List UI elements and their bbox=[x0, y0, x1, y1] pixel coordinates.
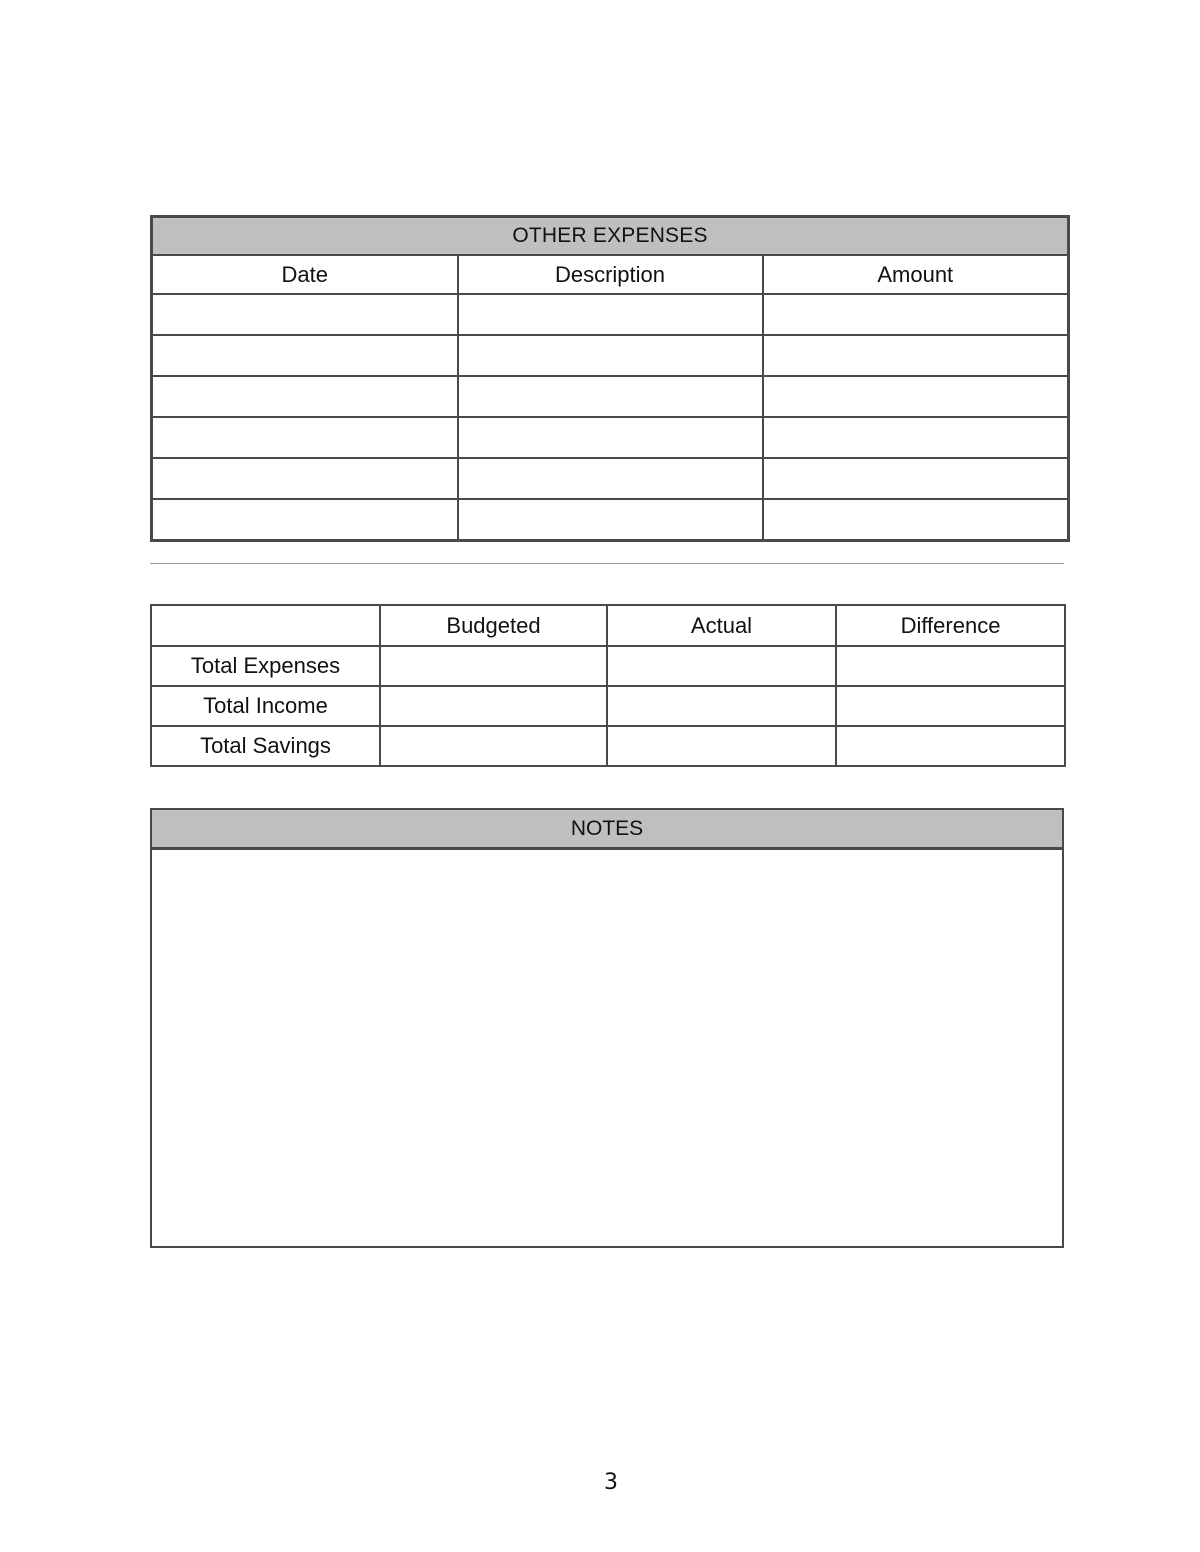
date-cell[interactable] bbox=[152, 335, 458, 376]
table-row bbox=[152, 335, 1069, 376]
budgeted-cell[interactable] bbox=[380, 726, 607, 766]
totals-table bbox=[150, 604, 1066, 767]
date-cell[interactable] bbox=[152, 499, 458, 541]
page-number: 3 bbox=[604, 1470, 618, 1495]
table-row bbox=[152, 376, 1069, 417]
table-row bbox=[151, 686, 1065, 726]
description-cell[interactable] bbox=[458, 376, 763, 417]
description-cell[interactable] bbox=[458, 335, 763, 376]
other-expenses-table bbox=[150, 215, 1070, 542]
column-header-date: Date bbox=[152, 255, 458, 294]
date-cell[interactable] bbox=[152, 376, 458, 417]
other-expenses-title: OTHER EXPENSES bbox=[152, 217, 1069, 256]
actual-cell[interactable] bbox=[607, 726, 836, 766]
table-row bbox=[152, 499, 1069, 541]
row-label-total-savings: Total Savings bbox=[151, 726, 380, 766]
section-divider bbox=[150, 563, 1064, 564]
date-cell[interactable] bbox=[152, 458, 458, 499]
column-header-budgeted: Budgeted bbox=[380, 605, 607, 646]
description-cell[interactable] bbox=[458, 294, 763, 335]
description-cell[interactable] bbox=[458, 499, 763, 541]
notes-section bbox=[150, 808, 1064, 1248]
difference-cell[interactable] bbox=[836, 686, 1065, 726]
column-header-amount: Amount bbox=[763, 255, 1069, 294]
notes-title: NOTES bbox=[152, 810, 1062, 850]
row-label-total-expenses: Total Expenses bbox=[151, 646, 380, 686]
amount-cell[interactable] bbox=[763, 417, 1069, 458]
difference-cell[interactable] bbox=[836, 646, 1065, 686]
column-header-description: Description bbox=[458, 255, 763, 294]
table-row bbox=[152, 458, 1069, 499]
row-label-total-income: Total Income bbox=[151, 686, 380, 726]
difference-cell[interactable] bbox=[836, 726, 1065, 766]
budgeted-cell[interactable] bbox=[380, 646, 607, 686]
description-cell[interactable] bbox=[458, 417, 763, 458]
amount-cell[interactable] bbox=[763, 335, 1069, 376]
date-cell[interactable] bbox=[152, 294, 458, 335]
date-cell[interactable] bbox=[152, 417, 458, 458]
description-cell[interactable] bbox=[458, 458, 763, 499]
amount-cell[interactable] bbox=[763, 376, 1069, 417]
actual-cell[interactable] bbox=[607, 686, 836, 726]
actual-cell[interactable] bbox=[607, 646, 836, 686]
column-header-actual: Actual bbox=[607, 605, 836, 646]
amount-cell[interactable] bbox=[763, 294, 1069, 335]
notes-area[interactable] bbox=[152, 850, 1062, 1246]
column-header-blank bbox=[151, 605, 380, 646]
table-row bbox=[152, 417, 1069, 458]
table-row bbox=[151, 726, 1065, 766]
amount-cell[interactable] bbox=[763, 458, 1069, 499]
budgeted-cell[interactable] bbox=[380, 686, 607, 726]
table-row bbox=[152, 294, 1069, 335]
table-row bbox=[151, 646, 1065, 686]
amount-cell[interactable] bbox=[763, 499, 1069, 541]
column-header-difference: Difference bbox=[836, 605, 1065, 646]
